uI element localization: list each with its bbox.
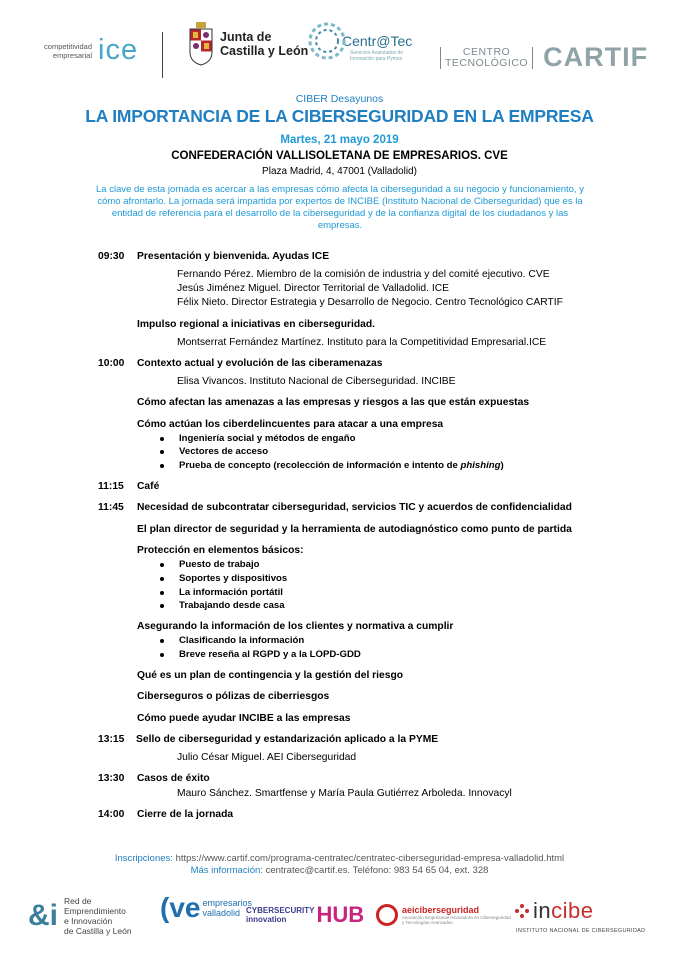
aei-text-block	[402, 905, 512, 925]
event-intro: La clave de esta jornada es acercar a las empresas cómo afecta la ciberseguridad a su negocio y funcionamiento, y cómo afrontarlo. La jornada será impartida por expertos de INCIBE (Instituto Nacional de Ciberseguridad) que es la entidad de referencia para el desarrollo de la ciberseguridad y de la confianza digital de los ciudadanos y las empresas.	[96, 184, 584, 231]
bullet-icon	[160, 639, 164, 643]
registration-line	[0, 853, 679, 865]
agenda-heading: Cómo afectan las amenazas a las empresas y riesgos a las que están expuestas	[137, 397, 530, 408]
ice-logo	[30, 34, 138, 67]
red-emprendimiento-logo	[28, 896, 132, 936]
bullet-text-emphasis: phishing	[460, 460, 501, 471]
junta-name	[220, 30, 308, 58]
bullet-icon	[160, 563, 164, 567]
aei-name: aeiciberseguridad	[402, 905, 480, 915]
agenda-time: 13:30	[98, 773, 125, 784]
bullet-icon	[160, 464, 164, 468]
bullet-text: Soportes y dispositivos	[179, 573, 288, 584]
speaker: Fernando Pérez. Miembro de la comisión de industria y del comité ejecutivo. CVE	[177, 269, 550, 280]
cybersecurity-hub-logo	[246, 902, 364, 928]
cartif-wordmark: CARTIF	[543, 42, 649, 72]
speaker: Mauro Sánchez. Smartfense y María Paula Gutiérrez Arboleda. Innovacyl	[177, 788, 512, 799]
agenda-time: 10:00	[98, 358, 125, 369]
agenda-time: 11:45	[98, 502, 124, 513]
aei-subtitle: Asociación Empresarial Innovadora en Ciberseguridad y Tecnologías Avanzadas	[402, 915, 511, 925]
bullet-icon	[160, 450, 164, 454]
agenda-heading: Sello de ciberseguridad y estandarización aplicado a la PYME	[136, 734, 439, 745]
agenda-heading: Impulso regional a iniciativas en ciberseguridad.	[137, 319, 376, 330]
hub-line2: innovation	[246, 915, 287, 924]
agenda-heading: Protección en elementos básicos:	[137, 545, 304, 556]
bullet-text	[179, 460, 504, 472]
speaker: Félix Nieto. Director Estrategia y Desarrollo de Negocio. Centro Tecnológico CARTIF	[177, 297, 563, 308]
agenda-time: 09:30	[98, 251, 125, 262]
aei-ciberseguridad-logo	[376, 904, 512, 926]
info-line	[0, 865, 679, 877]
cartif-centro-line1: CENTRO	[462, 45, 511, 58]
bullet-icon	[160, 604, 164, 608]
cve-mark: (ve	[160, 892, 201, 923]
hub-wordmark: HUB	[316, 902, 365, 927]
cartif-centro-tecnologico	[440, 47, 533, 69]
event-title: LA IMPORTANCIA DE LA CIBERSEGURIDAD EN LA EMPRESA	[85, 106, 594, 126]
footer-links	[0, 853, 679, 877]
bullet-icon	[160, 591, 164, 595]
agenda-heading: Cómo actúan los ciberdelincuentes para atacar a una empresa	[137, 419, 444, 430]
agenda-heading: Presentación y bienvenida. Ayudas ICE	[137, 251, 330, 262]
logo-divider	[162, 32, 163, 78]
bullet-text: Breve reseña al RGPD y a la LOPD-GDD	[179, 649, 361, 660]
incibe-logo	[514, 898, 646, 934]
red-mark-icon: &i	[28, 899, 58, 932]
bullet-icon	[160, 437, 164, 441]
speaker: Jesús Jiménez Miguel. Director Territorial de Valladolid. ICE	[177, 283, 450, 294]
hub-line1: CYBERSECURITY	[246, 906, 315, 915]
junta-line1: Junta de	[220, 30, 272, 44]
cartif-centro-line2: TECNOLÓGICO	[445, 56, 529, 69]
aei-ring-icon	[376, 904, 398, 926]
event-kicker: CIBER Desayunos	[295, 93, 384, 105]
bullet-text-end: )	[500, 460, 504, 471]
agenda-heading: Contexto actual y evolución de las ciberamenazas	[137, 358, 383, 369]
centratec-ring-icon	[306, 20, 348, 62]
info-label: Más información:	[190, 865, 263, 876]
bullet-icon	[160, 577, 164, 581]
agenda-heading: Cierre de la jornada	[137, 809, 234, 820]
red-text	[64, 896, 132, 936]
speaker: Elisa Vivancos. Instituto Nacional de Ciberseguridad. INCIBE	[177, 376, 456, 387]
event-organization: CONFEDERACIÓN VALLISOLETANA DE EMPRESARIOS. CVE	[171, 150, 508, 162]
agenda-heading: Necesidad de subcontratar ciberseguridad, servicios TIC y acuerdos de confidencialidad	[137, 502, 572, 513]
incibe-prefix: in	[533, 898, 552, 923]
incibe-wordmark	[533, 898, 593, 924]
bullet-text: Trabajando desde casa	[179, 600, 285, 611]
incibe-subtitle: INSTITUTO NACIONAL DE CIBERSEGURIDAD	[516, 928, 646, 934]
ice-wordmark: ice	[98, 34, 139, 66]
event-address: Plaza Madrid, 4, 47001 (Valladolid)	[262, 166, 417, 177]
cartif-logo	[440, 42, 648, 73]
speaker: Montserrat Fernández Martínez. Instituto para la Competitividad Empresarial.ICE	[177, 337, 547, 348]
cve-line2: valladolid	[202, 908, 240, 918]
red-line2: Emprendimiento	[64, 906, 126, 916]
bullet-text: Clasificando la información	[179, 635, 305, 646]
agenda-time: 13:15	[98, 734, 125, 745]
red-line1: Red de	[64, 896, 92, 906]
bullet-text: La información portátil	[179, 587, 283, 598]
junta-line2: Castilla y León	[220, 44, 309, 58]
registration-label: Inscripciones:	[114, 853, 173, 864]
bullet-text-main: Prueba de concepto (recolección de información e intento de	[179, 460, 461, 471]
incibe-suffix: cibe	[551, 898, 594, 923]
agenda-time: 11:15	[98, 481, 124, 492]
red-line3: e Innovación	[64, 916, 113, 926]
ice-tagline: competitividad empresarial	[44, 41, 92, 60]
bullet-text: Puesto de trabajo	[179, 559, 260, 570]
info-contact[interactable]: centratec@cartif.es. Teléfono: 983 54 65 04, ext. 328	[265, 865, 489, 876]
centratec-subtitle: Servicios Avanzados de Innovación para Pymes	[350, 50, 403, 62]
footer-logos	[0, 890, 679, 950]
bullet-text: Ingeniería social y métodos de engaño	[179, 433, 356, 444]
cve-logo	[160, 892, 252, 924]
incibe-star-icon	[514, 903, 530, 919]
junta-castilla-leon-logo	[188, 22, 308, 66]
agenda-heading: Café	[137, 481, 160, 492]
agenda-heading: Cómo puede ayudar INCIBE a las empresas	[137, 713, 351, 724]
agenda-heading: Asegurando la información de los clientes y normativa a cumplir	[137, 621, 454, 632]
bullet-icon	[160, 653, 164, 657]
cve-text	[202, 898, 252, 918]
agenda-heading: El plan director de seguridad y la herramienta de autodiagnóstico como punto de partida	[137, 524, 572, 535]
bullet-text: Vectores de acceso	[179, 446, 269, 457]
agenda-heading: Qué es un plan de contingencia y la gestión del riesgo	[137, 670, 404, 681]
header-logos	[0, 18, 679, 88]
agenda-heading: Casos de éxito	[137, 773, 210, 784]
hub-text	[246, 906, 314, 924]
speaker: Julio César Miguel. AEI Ciberseguridad	[177, 752, 357, 763]
agenda-time: 14:00	[98, 809, 125, 820]
cve-line1: empresarios	[202, 898, 252, 908]
event-date: Martes, 21 mayo 2019	[280, 134, 399, 146]
registration-link[interactable]: https://www.cartif.com/programa-centratec/centratec-ciberseguridad-empresa-valladolid.html	[175, 853, 565, 864]
centratec-logo	[306, 20, 412, 62]
centratec-name: Centr@Tec	[342, 33, 413, 49]
coat-of-arms-icon	[188, 22, 214, 66]
red-line4: de Castilla y León	[64, 926, 132, 936]
agenda-heading: Ciberseguros o pólizas de ciberriesgos	[137, 691, 330, 702]
